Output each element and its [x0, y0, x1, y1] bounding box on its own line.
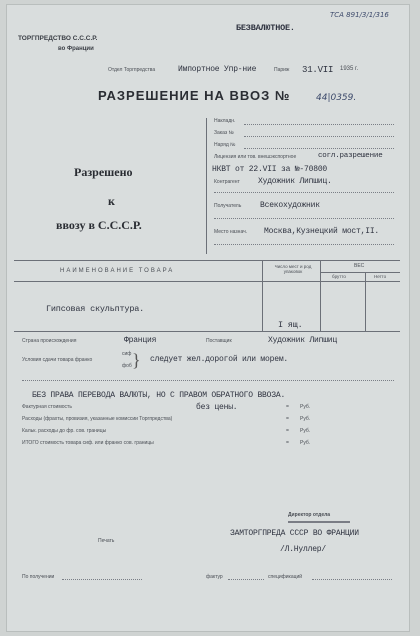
currency-2: Руб. — [300, 416, 311, 422]
table-header-net: Нетто — [374, 274, 387, 279]
invoice-cost-value: без цены. — [196, 403, 238, 412]
bottom-label-receipt: По получении — [22, 574, 55, 580]
terms-extra-line — [22, 380, 394, 381]
contragent-label: Контрагент — [214, 179, 240, 185]
org-country: во Франции — [58, 46, 94, 52]
work-order-label: Наряд № — [214, 142, 236, 148]
eq-3: = — [286, 428, 289, 434]
currency-1: Руб. — [300, 404, 311, 410]
country-value: Франция — [124, 336, 157, 345]
block-divider — [206, 118, 207, 254]
stamp-currency-free: БЕЗВАЛЮТНОЕ. — [236, 23, 295, 33]
table-header-gross: брутто — [332, 274, 346, 279]
permit-number: 44|0359. — [316, 93, 357, 103]
seal-label: Печать — [98, 538, 115, 544]
supplier-value: Художник Липшиц — [268, 336, 338, 345]
org-name: ТОРГПРЕДСТВО С.С.С.Р. — [18, 35, 98, 42]
supplier-label: Поставщик — [206, 338, 232, 344]
license-value-2: НКВТ от 22.VII за №-70800 — [212, 165, 328, 174]
dept-value: Импортное Упр-ние — [178, 65, 257, 74]
work-order-line — [244, 148, 394, 149]
order-label: Заказ № — [214, 130, 234, 136]
terms-brace: } — [132, 350, 141, 370]
bottom-label-invoices: фактур — [206, 574, 223, 580]
city-label: Париж — [274, 67, 290, 73]
eq-4: = — [286, 440, 289, 446]
eq-2: = — [286, 416, 289, 422]
table-header-count: Число мест и род упаковок — [274, 264, 312, 275]
table-header-name: НАИМЕНОВАНИЕ ТОВАРА — [60, 268, 175, 274]
invoice-line — [244, 124, 394, 125]
recipient-extra-line — [214, 218, 394, 219]
dept-label: Отдел Торгпредства — [108, 67, 156, 73]
contragent-extra-line — [214, 192, 394, 193]
bottom-line-1 — [62, 579, 142, 580]
destination-label: Место назнач. — [214, 229, 248, 235]
goods-table — [14, 260, 400, 332]
license-value-1: согл.разрешение — [318, 152, 383, 160]
total-label: ИТОГО стоимость товара сиф. или франко сов. границы — [22, 440, 154, 446]
terms-label: Условия сдачи товара франко — [22, 357, 93, 363]
contragent-value: Художник Липшиц. — [258, 177, 332, 186]
item-name: Гипсовая скульптура. — [46, 304, 145, 314]
deputy-trade-rep-stamp: ЗАМТОРГПРЕДА СССР ВО ФРАНЦИИ — [230, 529, 359, 538]
document-title: РАЗРЕШЕНИЕ НА ВВОЗ № — [98, 88, 291, 103]
terms-fob: фоб — [122, 363, 132, 369]
director-label: Директор отдела — [288, 512, 331, 518]
invoice-label: Накладн. — [214, 118, 236, 124]
archive-reference: ТСА 891/3/1/316 — [330, 11, 389, 19]
year-value: 1935 г. — [340, 66, 359, 72]
bottom-label-specs: спецификаций — [268, 574, 303, 580]
invoice-cost-label: Фактурная стоимость — [22, 404, 72, 410]
country-label: Страна происхождения — [22, 338, 77, 344]
terms-cif: сиф — [122, 351, 132, 357]
bottom-line-2 — [228, 579, 264, 580]
eq-1: = — [286, 404, 289, 410]
recipient-label: Получатель — [214, 203, 242, 209]
terms-value: следует жел.дорогой или морем. — [150, 355, 289, 364]
expenses-label: Расходы (фрахты, провизия, указанные комиссии Торгпредства) — [22, 416, 173, 422]
date-value: 31.VII — [302, 65, 334, 75]
bottom-line-3 — [312, 579, 392, 580]
table-header-weight: ВЕС — [354, 263, 365, 269]
director-stamp-bar — [288, 521, 350, 523]
permitted-to: к — [108, 194, 115, 208]
currency-4: Руб. — [300, 440, 311, 446]
signature-name: /Л.Нуллер/ — [280, 545, 327, 554]
currency-3: Руб. — [300, 428, 311, 434]
border-expenses-label: Кальк. расходы до фр. сов. границы — [22, 428, 107, 434]
item-count: I ящ. — [278, 320, 303, 330]
license-label: Лицензия или тов. внешэкспортное — [214, 154, 297, 160]
destination-value: Москва,Кузнецкий мост,II. — [264, 227, 380, 236]
permitted-heading: Разрешено — [74, 165, 133, 179]
currency-note: БЕЗ ПРАВА ПЕРЕВОДА ВАЛЮТЫ, НО С ПРАВОМ ОБРАТНОГО ВВОЗА. — [32, 391, 286, 400]
permitted-import-ussr: ввозу в С.С.С.Р. — [56, 218, 142, 232]
order-line — [244, 136, 394, 137]
destination-extra-line — [214, 244, 394, 245]
recipient-value: Всекохудожник — [260, 201, 320, 210]
